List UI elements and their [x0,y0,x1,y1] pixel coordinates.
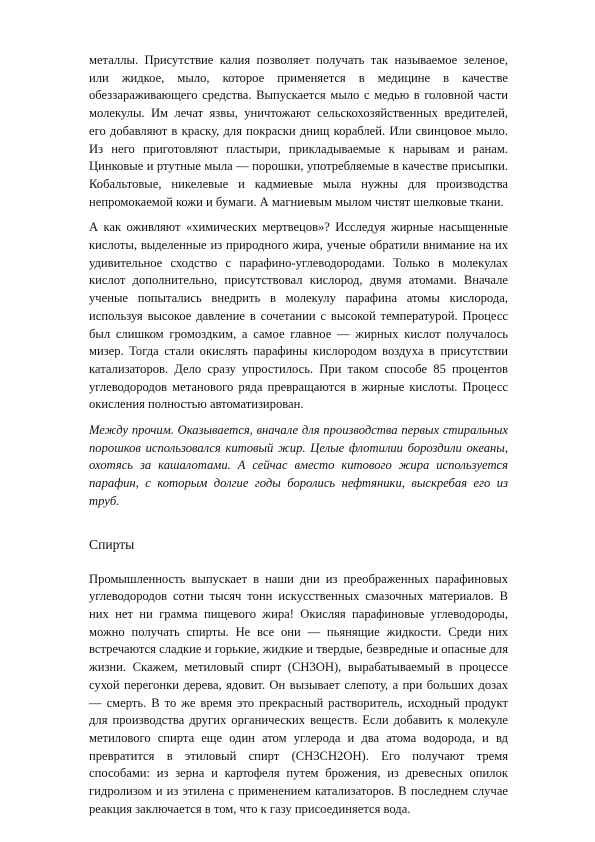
document-body [89,52,508,818]
paragraph-soaps: металлы. Присутствие калия позволяет получать так называемое зеленое, или жидкое, мыло, которое применяется в медицине в качестве обеззараживающего средства. Выпускается мыло с медью в головной части молекулы. Им лечат язвы, уничтожают сельскохозяйственных вредителей, его добавляют в краску, для покраски днищ кораблей. Или свинцовое мыло. Из него приготовляют пластыри, прикладываемые к нарывам и ранам. Цинковые и ртутные мыла — порошки, употребляемые в качестве присыпки. Кобальтовые, никелевые и кадмиевые мыла нужны для производства непромокаемой кожи и бумаги. А магниевым мылом чистят шелковые ткани. [89,53,508,209]
section-heading: Спирты [89,536,135,552]
paragraph-fatty-acids: А как оживляют «химических мертвецов»? Исследуя жирные насыщенные кислоты, выделенные из природного жира, ученые обратили внимание на их удивительное сходство с парафино-углеводородами. Только в молекулах кислот дополнительно, присутствовал кислород, двумя атомами. Вначале ученые попытались внедрить в молекулу парафина атомы кислорода, используя высокое давление в сочетании с высокой температурой. Процесс был слишком громоздким, а самое главное — жирных кислот получалось мизер. Тогда стали окислять парафины кислородом воздуха в присутствии катализаторов. Дело сразу упростилось. При таком способе 85 процентов углеводородов метанового ряда превращаются в жирные кислоты. Процесс окисления полностью автоматизирован. [89,220,508,412]
paragraph-by-the-way: Между прочим. Оказывается, вначале для производства первых стиральных порошков использовался китовый жир. Целые флотилии бороздили океаны, охотясь за кашалотами. А сейчас вместо китового жира используется парафин, с которым долгие годы боролись нефтяники, выскребая его из труб. [89,423,508,508]
paragraph-alcohols: Промышленность выпускает в наши дни из преображенных парафиновых углеводородов сотни тысяч тонн искусственных смазочных материалов. В них нет ни грамма пищевого жира! Окисляя парафиновые углеводороды, можно получать спирты. Не все они — пьянящие жидкости. Среди них встречаются сладкие и горькие, жидкие и твердые, безвредные и опасные для жизни. Скажем, метиловый спирт (СН3ОН), вырабатываемый в процессе сухой перегонки дерева, ядовит. Он вызывает слепоту, а при больших дозах — смерть. В то же время это прекрасный растворитель, исходный продукт для производства других органических веществ. Если добавить к молекуле метилового спирта еще один атом углерода и два атома водорода, и вд превратится в этиловый спирт (СН3СН2ОН). Его получают тремя способами: из зерна и картофеля путем брожения, из древесных опилок гидролизом и из этилена с применением катализаторов. В последнем случае реакция заключается в том, что к газу присоединяется вода. [89,571,508,816]
